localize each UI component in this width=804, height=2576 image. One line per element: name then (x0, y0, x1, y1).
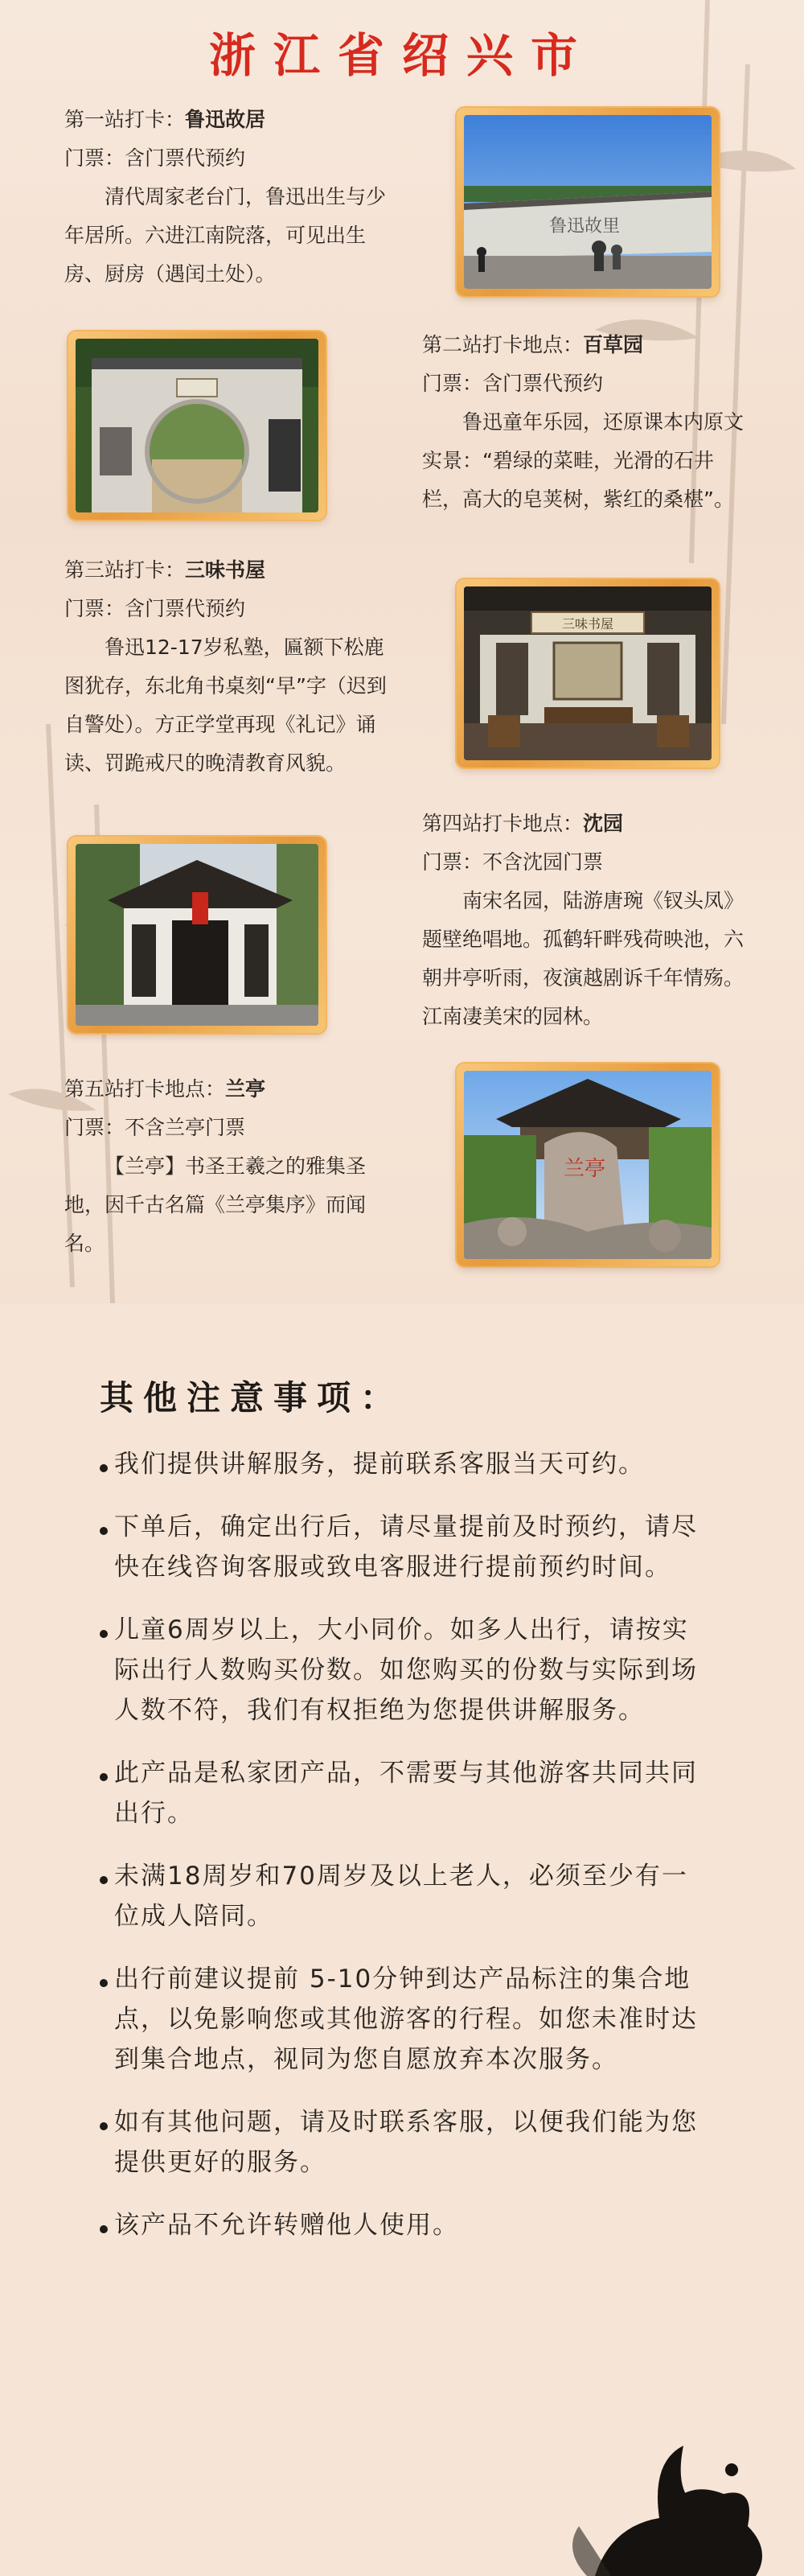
photo-luxun-residence (457, 108, 719, 296)
bullet-icon (100, 1959, 114, 2080)
bullet-icon (100, 1610, 114, 1730)
photo-3-sign: 三味书屋 (561, 616, 614, 632)
bullet-icon (100, 2102, 114, 2183)
note-item: 下单后，确定出行后，请尽量提前及时预约，请尽快在线咨询客服或致电客服进行提前预约时间。 (100, 1507, 711, 1587)
photo-moon-gate (68, 331, 326, 520)
note-item: 儿童6周岁以上，大小同价。如多人出行，请按实际出行人数购买份数。如您购买的份数与实际到场人数不符，我们有权拒绝为您提供讲解服务。 (100, 1610, 711, 1730)
stop-4-text (422, 804, 760, 1036)
note-item: 该产品不允许转赠他人使用。 (100, 2205, 711, 2245)
photo-sanwei-study (457, 579, 719, 767)
notes-title: 其他注意事项： (100, 1378, 404, 1418)
stop-3-ticket: 门票：含门票代预约 (64, 597, 246, 620)
stop-1-text (64, 101, 402, 294)
stop-5-label: 第五站打卡地点： (64, 1077, 226, 1101)
stop-2-desc: 鲁迅童年乐园，还原课本内原文实景：“碧绿的菜畦，光滑的石井栏，高大的皂荚树，紫红的桑椹”。 (422, 410, 745, 511)
stop-1-ticket: 门票：含门票代预约 (64, 146, 246, 170)
stop-1-label: 第一站打卡： (64, 108, 186, 131)
note-item: 未满18周岁和70周岁及以上老人，必须至少有一位成人陪同。 (100, 1856, 711, 1936)
stop-4-desc: 南宋名园，陆游唐琬《钗头凤》题壁绝唱地。孤鹤轩畔残荷映池，六朝井亭听雨，夜演越剧诉千年情殇。江南凄美宋的园林。 (422, 889, 745, 1028)
stop-5-name: 兰亭 (225, 1077, 266, 1101)
stop-2-label: 第二站打卡地点： (422, 333, 584, 356)
note-item: 此产品是私家团产品，不需要与其他游客共同共同出行。 (100, 1753, 711, 1833)
bullet-icon (100, 2205, 114, 2245)
photo-5-sign: 兰亭 (563, 1157, 606, 1181)
page-title: 浙江省绍兴市 (208, 28, 595, 83)
stop-3-desc: 鲁迅12-17岁私塾，匾额下松鹿图犹存，东北角书桌刻“早”字（迟到自警处）。方正学堂再现《礼记》诵读、罚跪戒尺的晚清教育风貌。 (64, 636, 387, 775)
bullet-icon (100, 1507, 114, 1587)
stop-4-label: 第四站打卡地点： (422, 812, 584, 835)
stop-2-ticket: 门票：含门票代预约 (422, 372, 604, 395)
stop-2-text (422, 326, 752, 519)
stop-5-ticket: 门票：不含兰亭门票 (64, 1116, 246, 1139)
stop-5-desc: 【兰亭】书圣王羲之的雅集圣地，因千古名篇《兰亭集序》而闻名。 (64, 1154, 367, 1255)
ink-splash-decoration (563, 2430, 772, 2576)
bullet-icon (100, 1753, 114, 1833)
bullet-icon (100, 1856, 114, 1936)
stop-2-name: 百草园 (583, 333, 644, 356)
stop-5-text (64, 1070, 402, 1263)
photo-shen-garden (68, 837, 326, 1033)
bullet-icon (100, 1444, 114, 1484)
stop-1-name: 鲁迅故居 (185, 108, 266, 131)
photo-lanting (457, 1064, 719, 1266)
stop-1-desc: 清代周家老台门，鲁迅出生与少年居所。六进江南院落，可见出生房、厨房（遇闰土处）。 (64, 185, 387, 286)
note-item: 出行前建议提前 5-10分钟到达产品标注的集合地点，以免影响您或其他游客的行程。如您未准时达到集合地点，视同为您自愿放弃本次服务。 (100, 1959, 711, 2080)
stop-3-name: 三味书屋 (185, 558, 266, 582)
stop-4-ticket: 门票：不含沈园门票 (422, 850, 604, 874)
note-item: 如有其他问题，请及时联系客服，以便我们能为您提供更好的服务。 (100, 2102, 711, 2183)
notes-list (100, 1444, 711, 2268)
photo-1-sign: 鲁迅故里 (548, 216, 621, 237)
note-item: 我们提供讲解服务，提前联系客服当天可约。 (100, 1444, 711, 1484)
stop-3-text (64, 551, 402, 783)
stop-3-label: 第三站打卡： (64, 558, 186, 582)
stop-4-name: 沈园 (583, 812, 624, 835)
